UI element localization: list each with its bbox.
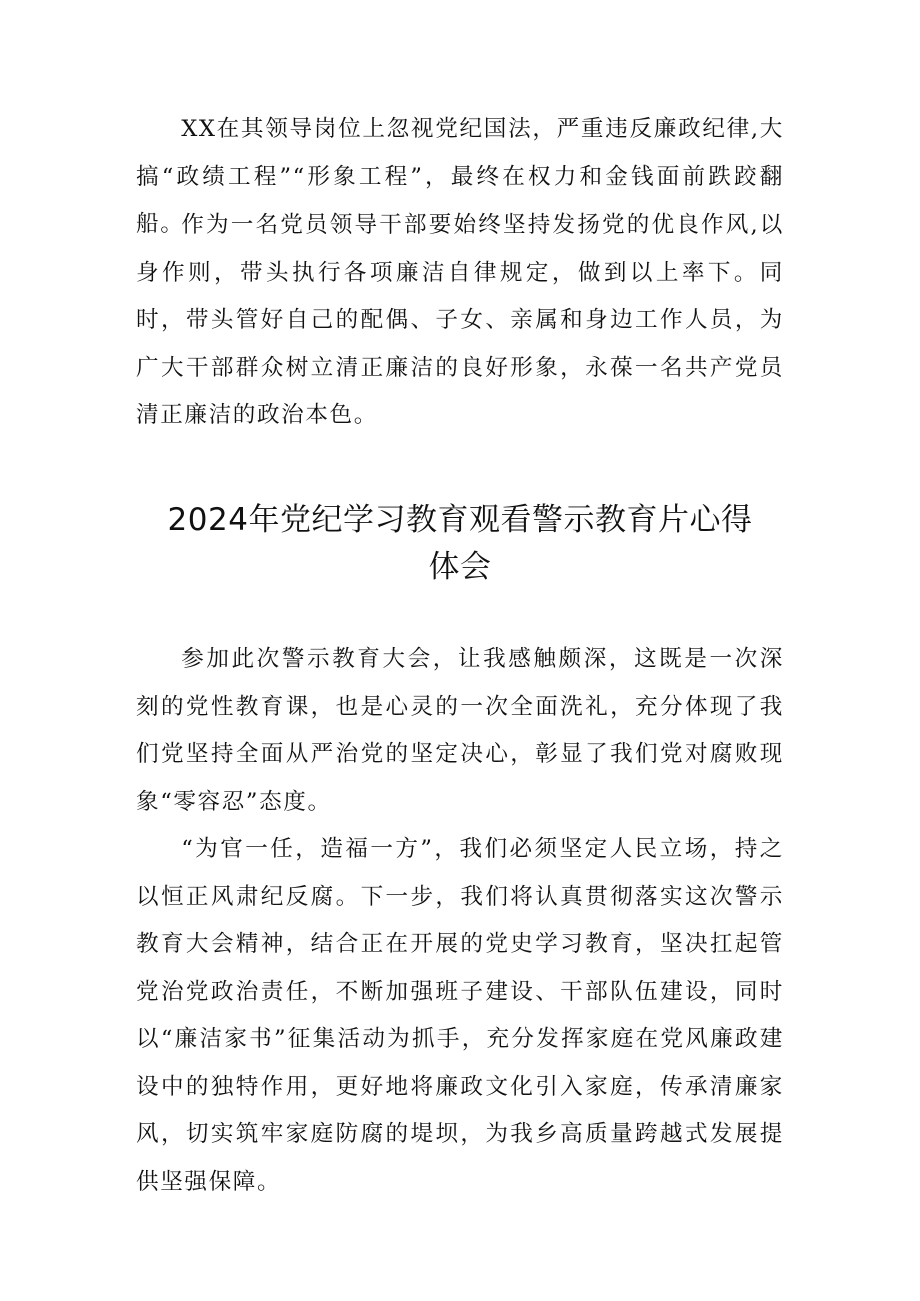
paragraph-leadership: 作为一名党员领导干部要始终坚持发扬党的优良作风,以身作则，带头执行各项廉洁自律规定，做到以上率下。同时，带头管好自己的配偶、子女、亲属和身边工作人员，为广大干部群众树立清正廉洁的良好形象，永葆一名共产党员清正廉洁的政治本色。 [136,212,784,428]
document-title [110,497,810,591]
paragraph-meeting: 参加此次警示教育大会，让我感触颇深，这既是一次深刻的党性教育课，也是心灵的一次全面洗礼，充分体现了我们党坚持全面从严治党的坚定决心，彰显了我们党对腐败现象“零容忍”态度。 [136,646,784,815]
paragraph-next-steps: “为官一任，造福一方”，我们必须坚定人民立场，持之以恒正风肃纪反腐。下一步，我们将认真贯彻落实这次警示教育大会精神，结合正在开展的党史学习教育，坚决扛起管党治党政治责任，不断加强班子建设、干部队伍建设，同时以“廉洁家书”征集活动为抓手，充分发挥家庭在党风廉政建设中的独特作用，更好地将廉政文化引入家庭，传承清廉家风，切实筑牢家庭防腐的堤坝，为我乡高质量跨越式发展提供坚强保障。 [136,836,784,1195]
paragraph-violation: XX在其领导岗位上忽视党纪国法，严重违反廉政纪律,大搞“政绩工程”“形象工程”，最终在权力和金钱面前跌跤翻船。 [136,116,784,237]
title-line-1: 2024年党纪学习教育观看警示教育片心得 [167,502,753,538]
title-line-2: 体会 [428,549,492,585]
